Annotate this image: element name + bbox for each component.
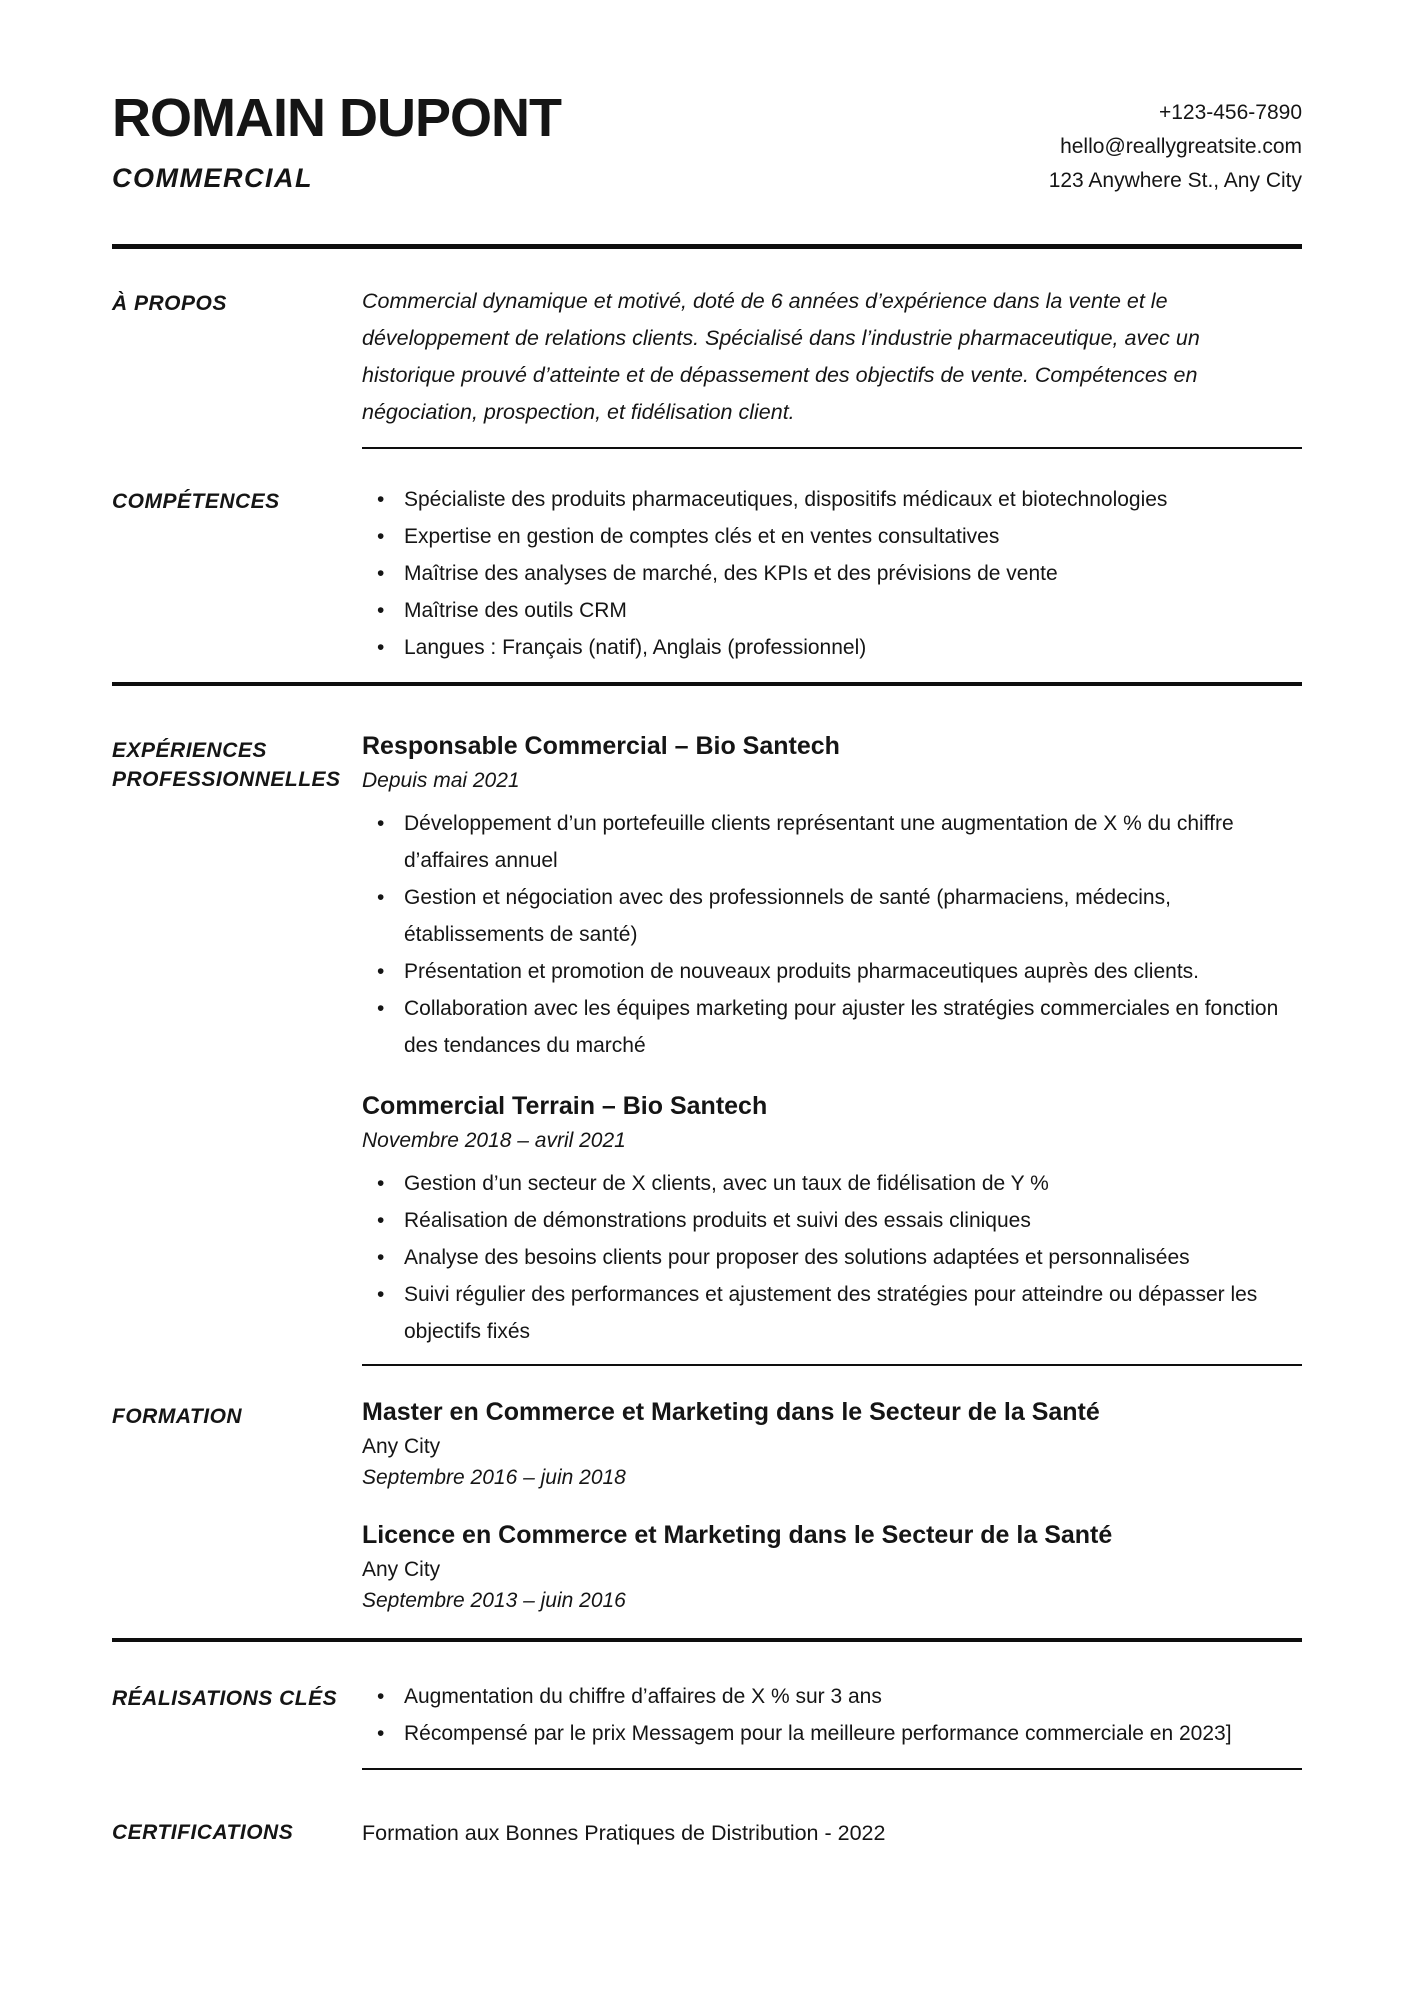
bullet-item: • Augmentation du chiffre d’affaires de X % sur 3 ans <box>362 1678 1302 1715</box>
bullet-item: • Maîtrise des analyses de marché, des KPIs et des prévisions de vente <box>362 555 1302 592</box>
contact-block <box>1049 90 1302 198</box>
skills-list <box>362 481 1302 666</box>
bullet-item: • Analyse des besoins clients pour proposer des solutions adaptées et personnalisées <box>362 1239 1302 1276</box>
job-bullets <box>362 1165 1302 1350</box>
bullet-item: • Langues : Français (natif), Anglais (professionnel) <box>362 629 1302 666</box>
achievements-list <box>362 1678 1302 1752</box>
contact-address: 123 Anywhere St., Any City <box>1048 169 1302 192</box>
bullet-item: • Suivi régulier des performances et ajustement des stratégies pour atteindre ou dépasser les objectifs fixés <box>362 1276 1302 1350</box>
job-bullets <box>362 805 1302 1064</box>
bullet-item: • Maîtrise des outils CRM <box>362 592 1302 629</box>
section-education-content <box>362 1396 1302 1616</box>
job-title: Commercial Terrain – Bio Santech <box>362 1092 768 1120</box>
divider-skills <box>112 682 1302 686</box>
section-experience-label: EXPÉRIENCES PROFESSIONNELLES <box>112 739 341 791</box>
divider-header <box>112 244 1302 249</box>
section-skills <box>112 481 1302 666</box>
degree-title: Licence en Commerce et Marketing dans le Secteur de la Santé <box>362 1521 1113 1549</box>
contact-email: hello@reallygreatsite.com <box>1060 135 1302 158</box>
section-achievements <box>112 1678 1302 1752</box>
section-education <box>112 1396 1302 1616</box>
bullet-item: • Gestion d’un secteur de X clients, avec un taux de fidélisation de Y % <box>362 1165 1302 1202</box>
degree-location: Any City <box>362 1435 441 1458</box>
section-education-label: FORMATION <box>112 1405 243 1428</box>
about-paragraph: Commercial dynamique et motivé, doté de 6 années d’expérience dans la vente et le développement de relations clients. Spécialisé dans l’industrie pharmaceutique, avec un historique prouvé d’atteinte et de dépassement des objectifs de vente. Compétences en négociation, prospection, et fidélisation client. <box>362 289 1200 424</box>
identity-block <box>112 90 561 194</box>
section-skills-label: COMPÉTENCES <box>112 490 280 513</box>
section-about-label: À PROPOS <box>112 292 227 315</box>
degree-period: Septembre 2013 – juin 2016 <box>362 1589 626 1612</box>
section-experience <box>112 730 1302 1350</box>
bullet-item: • Récompensé par le prix Messagem pour la meilleure performance commerciale en 2023] <box>362 1715 1302 1752</box>
section-certifications-label: CERTIFICATIONS <box>112 1821 294 1844</box>
bullet-item: • Réalisation de démonstrations produits et suivi des essais cliniques <box>362 1202 1302 1239</box>
job-title: Responsable Commercial – Bio Santech <box>362 732 840 760</box>
divider-education <box>112 1638 1302 1642</box>
header <box>112 90 1302 198</box>
degree-period: Septembre 2016 – juin 2018 <box>362 1466 626 1489</box>
degree-entry <box>362 1396 1302 1493</box>
bullet-item: • Gestion et négociation avec des professionnels de santé (pharmaciens, médecins, établissements de santé) <box>362 879 1302 953</box>
section-about <box>112 283 1302 431</box>
section-achievements-label: RÉALISATIONS CLÉS <box>112 1687 338 1710</box>
divider-achievements <box>362 1768 1302 1770</box>
divider-experience <box>362 1364 1302 1366</box>
person-name: ROMAIN DUPONT <box>112 88 561 148</box>
section-certifications <box>112 1812 1302 1848</box>
section-skills-content <box>362 481 1302 666</box>
person-role: COMMERCIAL <box>112 162 313 193</box>
divider-about <box>362 447 1302 449</box>
degree-entry <box>362 1519 1302 1616</box>
bullet-item: • Développement d’un portefeuille clients représentant une augmentation de X % du chiffre d’affaires annuel <box>362 805 1302 879</box>
section-certifications-content <box>362 1812 1302 1848</box>
job-period: Novembre 2018 – avril 2021 <box>362 1129 626 1152</box>
degree-location: Any City <box>362 1558 441 1581</box>
bullet-item: • Présentation et promotion de nouveaux produits pharmaceutiques auprès des clients. <box>362 953 1302 990</box>
degree-title: Master en Commerce et Marketing dans le Secteur de la Santé <box>362 1398 1100 1426</box>
section-achievements-content <box>362 1678 1302 1752</box>
section-about-content <box>362 283 1302 431</box>
job-entry <box>362 730 1302 1064</box>
job-period: Depuis mai 2021 <box>362 769 520 792</box>
contact-phone: +123-456-7890 <box>1158 101 1302 124</box>
section-experience-content <box>362 730 1302 1350</box>
bullet-item: • Spécialiste des produits pharmaceutiques, dispositifs médicaux et biotechnologies <box>362 481 1302 518</box>
certification-line: Formation aux Bonnes Pratiques de Distribution - 2022 <box>362 1821 886 1845</box>
bullet-item: • Collaboration avec les équipes marketing pour ajuster les stratégies commerciales en fonction des tendances du marché <box>362 990 1302 1064</box>
job-entry <box>362 1090 1302 1350</box>
bullet-item: • Expertise en gestion de comptes clés et en ventes consultatives <box>362 518 1302 555</box>
